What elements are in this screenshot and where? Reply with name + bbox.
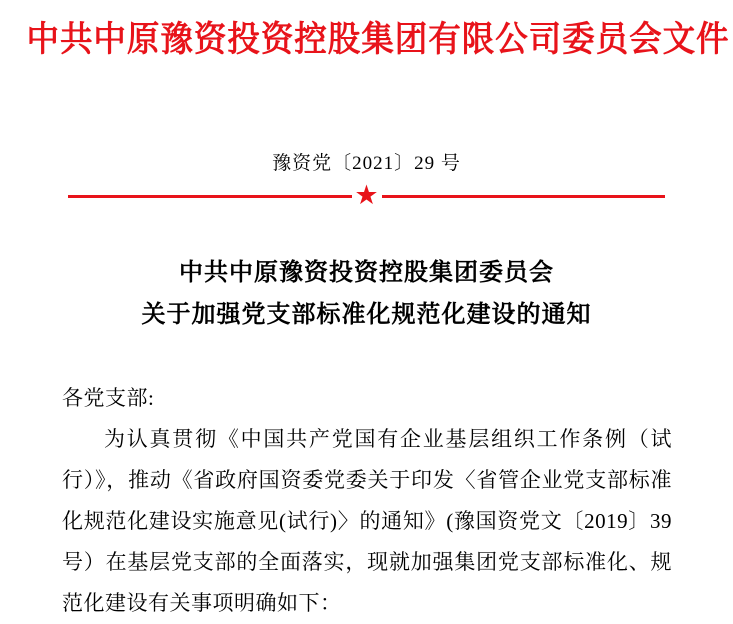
issuing-organization-title: 中共中原豫资投资控股集团有限公司委员会文件	[26, 20, 730, 59]
star-icon: ★	[352, 183, 382, 213]
body-paragraph: 为认真贯彻《中国共产党国有企业基层组织工作条例（试行）》，推动《省政府国资委党委关于印发〈省管企业党支部标准化规范化建设实施意见(试行)〉的通知》(豫国资党文〔2019〕39 号）在基层党支部的全面落实，现就加强集团党支部标准化、规范化建设有关事项明确如下：	[62, 426, 672, 615]
page-title-line-2: 关于加强党支部标准化规范化建设的通知	[141, 302, 592, 328]
document-number: 豫资党〔2021〕29 号	[272, 153, 461, 174]
document-header	[0, 18, 733, 62]
red-divider	[68, 180, 665, 212]
body-salutation: 各党支部:	[62, 386, 155, 410]
page-title-line-1: 中共中原豫资投资控股集团委员会	[179, 260, 554, 286]
page-title	[0, 252, 733, 336]
document-body	[62, 378, 672, 624]
